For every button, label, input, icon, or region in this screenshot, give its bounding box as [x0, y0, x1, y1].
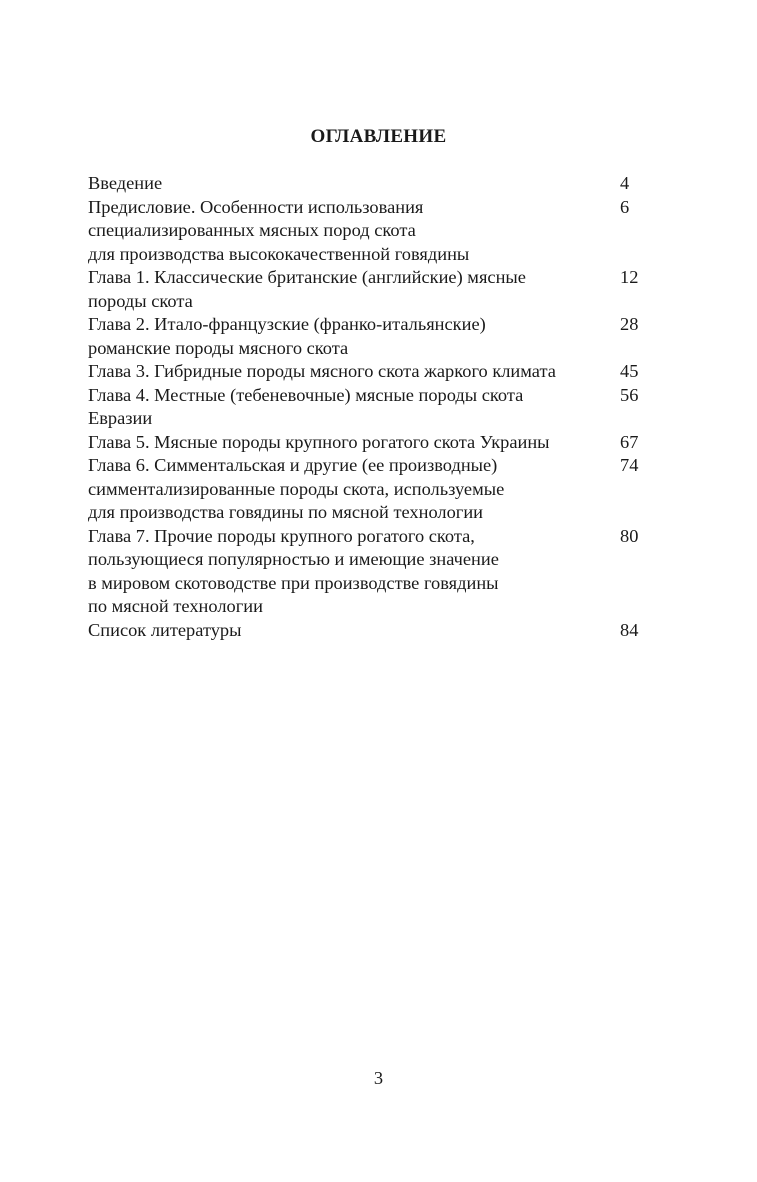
toc-entry-title-line: Глава 3. Гибридные породы мясного скота жаркого климата	[88, 361, 556, 381]
toc-entry-page: 56	[620, 384, 639, 405]
toc-entry-title-line: романские породы мясного скота	[88, 337, 349, 358]
toc-entry-page: 84	[620, 619, 639, 640]
toc-entry-title-line: Глава 4. Местные (тебеневочные) мясные породы скота	[88, 384, 524, 405]
toc-entry-title	[88, 172, 620, 196]
toc-entry	[88, 266, 662, 313]
toc-entry-page: 12	[620, 267, 639, 287]
toc-entry-page: 80	[620, 525, 639, 546]
toc-entry-page: 4	[620, 173, 630, 193]
page-number: 3	[373, 1068, 384, 1088]
toc-entry-title-line: Евразии	[88, 408, 153, 428]
page-title: ОГЛАВЛЕНИЕ	[310, 126, 447, 147]
toc-entry-title	[88, 313, 620, 360]
toc-entry-title-line: Глава 7. Прочие породы крупного рогатого скота,	[88, 525, 475, 546]
toc-entry-title	[88, 384, 620, 431]
toc-entry-title-line: в мировом скотоводстве при производстве говядины	[88, 572, 499, 593]
toc-entry	[88, 384, 662, 431]
toc-entry-title	[88, 525, 620, 619]
toc-entry-page: 28	[620, 314, 639, 334]
toc-entry-title-line: для производства говядины по мясной технологии	[88, 502, 484, 522]
toc-entry	[88, 313, 662, 360]
toc-entry-page: 74	[620, 455, 639, 475]
toc-entry	[88, 431, 662, 455]
toc-entry-title-line: Глава 1. Классические британские (английские) мясные	[88, 267, 526, 287]
toc-entry	[88, 619, 662, 643]
toc-entry-title-line: для производства высококачественной говядины	[88, 243, 470, 264]
toc-entry-title	[88, 454, 620, 525]
toc-entry-page: 67	[620, 431, 639, 452]
toc-entry	[88, 360, 662, 384]
toc-entry-title-line: специализированных мясных пород скота	[88, 220, 416, 240]
toc-entry-title-line: симментализированные породы скота, используемые	[88, 478, 505, 499]
toc-entry-title-line: Список литературы	[88, 619, 242, 640]
toc-entry	[88, 196, 662, 267]
toc-entry-title-line: Глава 2. Итало-французские (франко-итальянские)	[88, 314, 486, 334]
toc-entry-title	[88, 266, 620, 313]
toc-entry-page: 45	[620, 361, 639, 381]
toc-entry-title-line: Предисловие. Особенности использования	[88, 196, 424, 217]
toc-entry	[88, 525, 662, 619]
toc-entry-title	[88, 360, 620, 384]
toc-entry-title-line: по мясной технологии	[88, 596, 263, 616]
toc-entry	[88, 454, 662, 525]
toc-entry-title	[88, 619, 620, 643]
toc-entry-title	[88, 196, 620, 267]
toc-entry-page: 6	[620, 196, 630, 217]
toc-entry-title	[88, 431, 620, 455]
toc-entry-title-line: породы скота	[88, 290, 193, 311]
toc-entry-title-line: Глава 5. Мясные породы крупного рогатого скота Украины	[88, 431, 550, 452]
toc-entry-title-line: Глава 6. Симментальская и другие (ее производные)	[88, 455, 498, 475]
toc-entry	[88, 172, 662, 196]
toc-entry-title-line: Введение	[88, 173, 163, 193]
toc-entry-title-line: пользующиеся популярностью и имеющие значение	[88, 549, 499, 569]
table-of-contents	[88, 172, 662, 642]
